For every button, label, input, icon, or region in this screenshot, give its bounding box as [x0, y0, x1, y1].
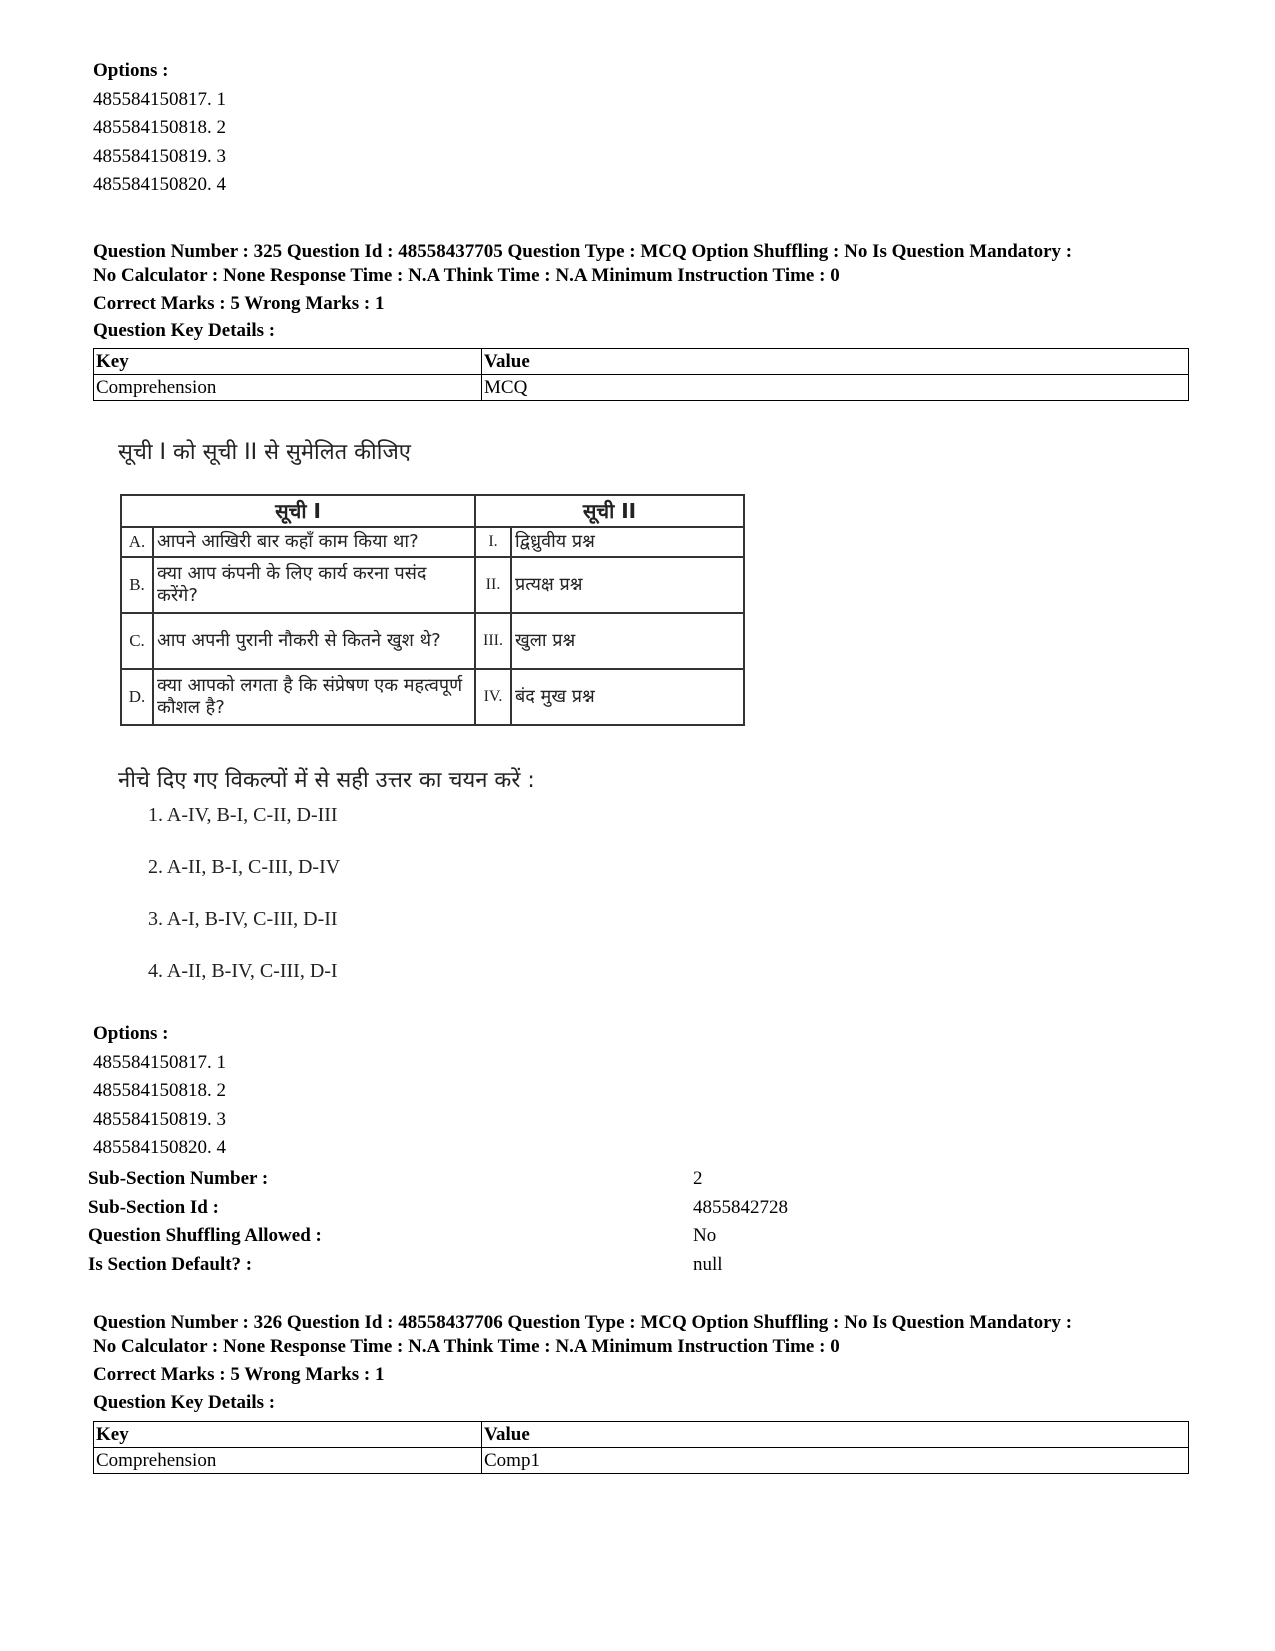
question-325-options: [93, 1020, 226, 1163]
table-header-row: [94, 1422, 1189, 1448]
option-item: 485584150818. 2: [93, 117, 226, 138]
question-header-line: No Calculator : None Response Time : N.A Think Time : N.A Minimum Instruction Time : 0: [93, 1336, 840, 1357]
marks-line: Correct Marks : 5 Wrong Marks : 1: [93, 1364, 385, 1385]
subsection-value: No: [693, 1225, 717, 1246]
question-326-header: [93, 1311, 1203, 1359]
table-row: [94, 375, 1189, 401]
subsection-label: Question Shuffling Allowed :: [88, 1225, 322, 1246]
subsection-label: Sub-Section Number :: [88, 1168, 269, 1189]
row-text: क्या आप कंपनी के लिए कार्य करना पसंद करेंगे?: [153, 557, 475, 613]
key-details-label: Question Key Details :: [93, 1392, 276, 1413]
row-numeral: I.: [475, 527, 511, 557]
question-header-line: No Calculator : None Response Time : N.A Think Time : N.A Minimum Instruction Time : 0: [93, 265, 840, 286]
options-heading: Options :: [93, 1023, 169, 1044]
row-numeral: II.: [475, 557, 511, 613]
answer-choice: 2. A-II, B-I, C-III, D-IV: [148, 856, 341, 878]
question-325-header: [93, 240, 1203, 288]
match-row: [121, 527, 744, 557]
row-text: आपने आखिरी बार कहाँ काम किया था?: [153, 527, 475, 557]
key-value-table: [93, 1421, 1189, 1474]
subsection-value: 2: [693, 1168, 703, 1189]
subsection-label: Is Section Default? :: [88, 1254, 253, 1275]
question-header-line: Question Number : 325 Question Id : 48558437705 Question Type : MCQ Option Shuffling : No Is Question Mandatory :: [93, 241, 1073, 262]
match-row: [121, 557, 744, 613]
list-1-heading: सूची I: [121, 495, 475, 527]
subsection-value: null: [693, 1254, 723, 1275]
match-row: [121, 613, 744, 669]
option-item: 485584150819. 3: [93, 145, 226, 167]
option-item: 485584150819. 3: [93, 1108, 226, 1130]
table-cell-key: Comprehension: [94, 375, 482, 401]
subsection-label: Sub-Section Id :: [88, 1197, 219, 1218]
table-header-key: Key: [94, 349, 482, 375]
match-table: [120, 494, 745, 726]
top-options: [93, 57, 226, 200]
answer-choice: 1. A-IV, B-I, C-II, D-III: [148, 804, 338, 826]
table-header-row: [94, 349, 1189, 375]
table-cell-value: MCQ: [482, 375, 1189, 401]
match-row: [121, 669, 744, 725]
question-header-line: Question Number : 326 Question Id : 48558437706 Question Type : MCQ Option Shuffling : No Is Question Mandatory :: [93, 1312, 1073, 1333]
option-item: 485584150817. 1: [93, 88, 226, 110]
answer-choice: 4. A-II, B-IV, C-III, D-I: [148, 960, 338, 982]
row-text: आप अपनी पुरानी नौकरी से कितने खुश थे?: [153, 613, 475, 669]
select-instruction: नीचे दिए गए विकल्पों में से सही उत्तर का चयन करें :: [118, 768, 535, 793]
row-text: क्या आपको लगता है कि संप्रेषण एक महत्वपूर्ण कौशल है?: [153, 669, 475, 725]
table-row: [94, 1448, 1189, 1474]
table-cell-key: Comprehension: [94, 1448, 482, 1474]
row-answer: द्विध्रुवीय प्रश्न: [511, 527, 744, 557]
options-heading: Options :: [93, 60, 169, 81]
row-letter: B.: [121, 557, 153, 613]
row-numeral: III.: [475, 613, 511, 669]
key-value-table: [93, 348, 1189, 401]
row-answer: खुला प्रश्न: [511, 613, 744, 669]
option-item: 485584150818. 2: [93, 1080, 226, 1101]
answer-choice: 3. A-I, B-IV, C-III, D-II: [148, 908, 338, 930]
subsection-value: 4855842728: [693, 1197, 788, 1218]
table-header-key: Key: [94, 1422, 482, 1448]
option-item: 485584150820. 4: [93, 1137, 226, 1158]
row-answer: बंद मुख प्रश्न: [511, 669, 744, 725]
question-image: [118, 436, 758, 1006]
table-cell-value: Comp1: [482, 1448, 1189, 1474]
row-letter: A.: [121, 527, 153, 557]
option-item: 485584150817. 1: [93, 1051, 226, 1073]
list-2-heading: सूची II: [475, 495, 744, 527]
table-header-value: Value: [482, 349, 1189, 375]
question-instruction: सूची I को सूची II से सुमेलित कीजिए: [118, 440, 411, 465]
table-header-value: Value: [482, 1422, 1189, 1448]
row-letter: C.: [121, 613, 153, 669]
row-letter: D.: [121, 669, 153, 725]
row-answer: प्रत्यक्ष प्रश्न: [511, 557, 744, 613]
option-item: 485584150820. 4: [93, 174, 226, 195]
match-table-header: [121, 495, 744, 527]
key-details-label: Question Key Details :: [93, 320, 276, 341]
row-numeral: IV.: [475, 669, 511, 725]
marks-line: Correct Marks : 5 Wrong Marks : 1: [93, 293, 385, 314]
